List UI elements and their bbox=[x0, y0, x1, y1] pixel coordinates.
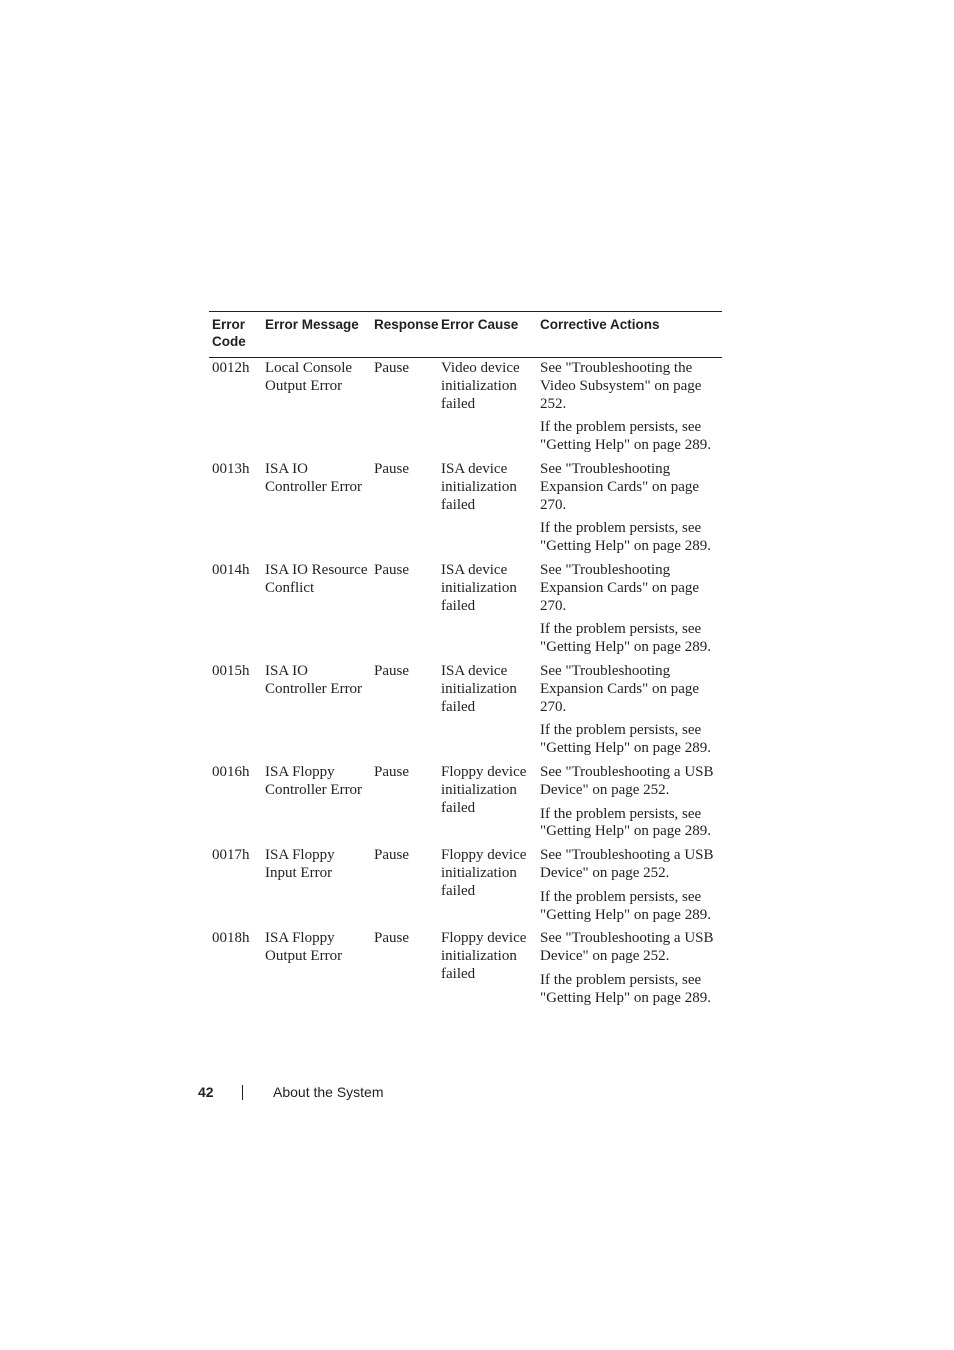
page-number: 42 bbox=[198, 1084, 214, 1100]
table-row bbox=[209, 841, 722, 924]
cell-corrective-actions bbox=[537, 455, 722, 556]
cell-error-cause: ISA device initialization failed bbox=[441, 662, 517, 715]
corrective-action-text: If the problem persists, see "Getting Help" on page 289. bbox=[540, 621, 711, 656]
corrective-action-text: See "Troubleshooting a USB Device" on page 252. bbox=[540, 930, 714, 965]
header-error-cause: Error Cause bbox=[438, 312, 537, 358]
header-corrective-actions: Corrective Actions bbox=[537, 312, 722, 358]
corrective-action-text: If the problem persists, see "Getting Help" on page 289. bbox=[540, 971, 711, 1006]
table-body bbox=[209, 358, 722, 1008]
cell-error-code: 0018h bbox=[212, 930, 250, 947]
footer-section-title: About the System bbox=[273, 1084, 384, 1100]
cell-corrective-actions bbox=[537, 358, 722, 455]
cell-error-message: ISA Floppy Controller Error bbox=[265, 763, 363, 798]
cell-error-message: Local Console Output Error bbox=[265, 360, 353, 394]
cell-response: Pause bbox=[374, 930, 409, 947]
cell-response: Pause bbox=[374, 662, 409, 679]
corrective-action-text: If the problem persists, see "Getting Help" on page 289. bbox=[540, 419, 711, 454]
header-row bbox=[209, 312, 722, 358]
corrective-action-text: See "Troubleshooting Expansion Cards" on page 270. bbox=[540, 561, 700, 614]
table-row bbox=[209, 556, 722, 657]
cell-corrective-actions bbox=[537, 841, 722, 924]
cell-response: Pause bbox=[374, 360, 409, 376]
header-error-code: Error Code bbox=[209, 312, 262, 358]
corrective-action-text: If the problem persists, see "Getting Help" on page 289. bbox=[540, 888, 711, 923]
corrective-action-text: See "Troubleshooting Expansion Cards" on page 270. bbox=[540, 662, 700, 715]
cell-error-code: 0017h bbox=[212, 847, 250, 864]
cell-response: Pause bbox=[374, 763, 409, 780]
cell-error-code: 0016h bbox=[212, 763, 250, 780]
cell-error-message: ISA Floppy Input Error bbox=[265, 847, 335, 881]
table-row bbox=[209, 358, 722, 455]
cell-error-message: ISA IO Resource Conflict bbox=[265, 561, 368, 596]
cell-error-cause: Floppy device initialization failed bbox=[441, 763, 527, 816]
cell-corrective-actions bbox=[537, 657, 722, 758]
table-row bbox=[209, 657, 722, 758]
corrective-action-text: See "Troubleshooting a USB Device" on page 252. bbox=[540, 847, 714, 881]
cell-error-code: 0014h bbox=[212, 561, 250, 578]
cell-error-code: 0015h bbox=[212, 662, 250, 679]
table-row bbox=[209, 455, 722, 556]
cell-response: Pause bbox=[374, 847, 409, 864]
corrective-action-text: If the problem persists, see "Getting Help" on page 289. bbox=[540, 722, 711, 757]
cell-response: Pause bbox=[374, 561, 409, 578]
cell-error-message: ISA IO Controller Error bbox=[265, 460, 363, 495]
table-row bbox=[209, 924, 722, 1007]
error-code-table-container bbox=[209, 311, 722, 1008]
cell-error-cause: ISA device initialization failed bbox=[441, 460, 517, 513]
error-code-table bbox=[209, 311, 722, 1008]
cell-error-cause: Video device initialization failed bbox=[441, 360, 520, 412]
corrective-action-text: See "Troubleshooting a USB Device" on page 252. bbox=[540, 763, 714, 798]
cell-error-message: ISA Floppy Output Error bbox=[265, 930, 343, 965]
corrective-action-text: See "Troubleshooting the Video Subsystem" on page 252. bbox=[540, 360, 702, 412]
header-response: Response bbox=[371, 312, 438, 358]
table-row bbox=[209, 758, 722, 841]
corrective-action-text: If the problem persists, see "Getting Help" on page 289. bbox=[540, 520, 711, 555]
cell-corrective-actions bbox=[537, 556, 722, 657]
table-header bbox=[209, 312, 722, 358]
cell-error-message: ISA IO Controller Error bbox=[265, 662, 363, 697]
cell-corrective-actions bbox=[537, 924, 722, 1007]
cell-error-cause: Floppy device initialization failed bbox=[441, 930, 527, 982]
cell-corrective-actions bbox=[537, 758, 722, 841]
corrective-action-text: See "Troubleshooting Expansion Cards" on page 270. bbox=[540, 460, 700, 513]
footer-divider bbox=[242, 1085, 243, 1100]
cell-error-code: 0013h bbox=[212, 460, 250, 477]
header-error-message: Error Message bbox=[262, 312, 371, 358]
cell-response: Pause bbox=[374, 460, 409, 477]
corrective-action-text: If the problem persists, see "Getting Help" on page 289. bbox=[540, 805, 711, 840]
cell-error-code: 0012h bbox=[212, 360, 250, 376]
cell-error-cause: ISA device initialization failed bbox=[441, 561, 517, 614]
cell-error-cause: Floppy device initialization failed bbox=[441, 847, 527, 899]
